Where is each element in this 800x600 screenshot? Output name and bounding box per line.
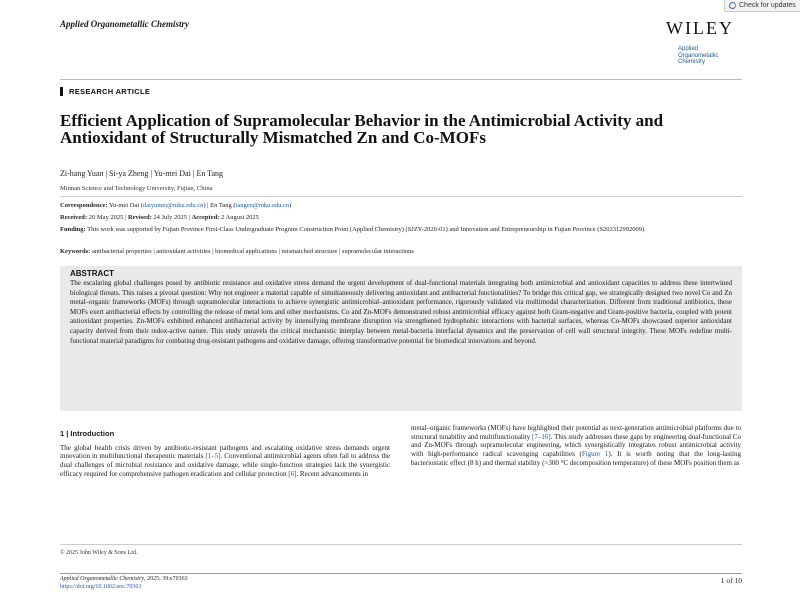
section-heading-introduction: 1 | Introduction [60, 429, 115, 438]
journal-logo-line-2: Organometallic [678, 52, 719, 59]
article-type [60, 87, 150, 96]
intro-paragraph-left: The global health crisis driven by antibiotic-resistant pathogens and escalating oxidative stress demands urgent innovation in multifunctional therapeutic materials [1–5]. Conventional antimicrobial agents often fail to address the dual challenges of microbial resistance and oxidative damage, while single-function strategies lack the synergistic efficacy required for comprehensive pathogen eradication and cellular protection [6]. Recent advancements in [60, 443, 390, 478]
check-for-updates-badge[interactable] [724, 0, 800, 12]
figure-link[interactable]: Figure 1 [581, 450, 609, 459]
citation-link[interactable]: [1–5] [205, 452, 221, 461]
keywords: Keywords: antibacterial properties | antioxidant activities | biomedical applications | mismatched structure | supramolecular interactions [60, 248, 414, 255]
email-link-tang[interactable]: tangen@mku.edu.cn [235, 202, 290, 209]
author-1: Zi-hang Yuan [60, 169, 104, 178]
article-type-marker [60, 87, 63, 96]
journal-logo-line-3: Chemistry [678, 59, 706, 65]
email-link-dai[interactable]: daiyumei@mku.edu.cn [142, 202, 204, 209]
body-column-right [411, 424, 741, 468]
citation-footer: Applied Organometallic Chemistry, 2025; 39:e70363 https://doi.org/10.1002/aoc.70363 [60, 576, 188, 590]
article-type-label: RESEARCH ARTICLE [69, 87, 151, 96]
citation-link[interactable]: [7–16] [532, 432, 551, 441]
author-list [60, 169, 223, 178]
funding: Funding: This work was supported by Fujian Province First-Class Undergraduate Program Construction Point (Applied Chemistry) (SJZY-2020-01) and Innovation and Entrepreneurship in Fujian Province (S202312992009). [60, 226, 646, 233]
footer-divider [60, 544, 742, 545]
author-3: Yu-mei Dai [153, 169, 191, 178]
meta-divider [60, 196, 742, 197]
author-2: Si-ya Zheng [109, 169, 149, 178]
running-journal-title: Applied Organometallic Chemistry [60, 19, 190, 29]
author-4: En Tang [196, 169, 224, 178]
correspondence: Correspondence: Yu-mei Dai (daiyumei@mku.edu.cn) | En Tang (tangen@mku.edu.cn) [60, 202, 292, 209]
publisher-logo: WILEY [666, 18, 734, 38]
body-column-left [60, 430, 390, 479]
author-separator: | [103, 169, 110, 178]
journal-logo [678, 46, 718, 66]
intro-paragraph-right: metal–organic frameworks (MOFs) have highlighted their potential as next-generation antimicrobial platforms due to structural tunability and multifunctionality [7–16]. This study addresses these gaps by engineering dual-functional Co and Zn-MOFs through supramolecular engineering, which synergistically integrates robust antimicrobial activity with high-performance radical scavenging capabilities (Figure 1). It is worth noting that the long-lasting bacteriostatic effect (8 h) and thermal stability (>300 °C decomposition temperature) of these MOFs position them as [411, 424, 741, 467]
article-dates: Received: 20 May 2025 | Revised: 24 July 2025 | Accepted: 2 August 2025 [60, 214, 259, 221]
citation-divider [60, 573, 742, 574]
check-for-updates-label: Check for updates [739, 2, 796, 9]
doi-link[interactable]: https://doi.org/10.1002/aoc.70363 [60, 583, 142, 590]
crossmark-icon [729, 2, 736, 9]
author-separator: | [190, 169, 197, 178]
paper-title: Efficient Application of Supramolecular Behavior in the Antimicrobial Activity and Antioxidant of Structurally Mismatched Zn and Co-MOFs [60, 111, 664, 147]
copyright: © 2025 John Wiley & Sons Ltd. [60, 550, 138, 556]
author-separator: | [148, 169, 154, 178]
affiliation: Minnan Science and Technology University, Fujian, China [60, 185, 213, 192]
page-number: 1 of 10 [720, 576, 742, 585]
abstract-text: The escalating global challenges posed by antibiotic resistance and oxidative stress demand the urgent development of dual-functional materials integrating both antimicrobial and antioxidant capacities to address these intertwined biological threats. This raises a pivotal question: Why not engineer a material capable of simultaneously delivering antioxidant and antibacterial functionalities? To bridge this critical gap, we strategically designed two novel Co and Zn metal–organic frameworks (MOFs) through supramolecular interactions to achieve synergistic antimicrobial–antioxidant performance, rigorously validated via multimodal characterization. Different from traditional antibiotics, these MOFs exert antibacterial effects by controlling the release of metal ions and other mechanisms. Co and Zn-MOFs demonstrated robust antimicrobial efficacy against both Gram-negative and Gram-positive bacteria, coupled with potent antioxidant properties. Zn-MOFs exhibited enhanced antibacterial activity by intensifying membrane disruption via strengthened hydrophobic interactions with bacterial surfaces, whereas Co-MOFs showcased superior antioxidant capacity derived from their redox-active nature. This study unravels the critical mechanistic interplay between metal-bacteria interfacial dynamics and the preservation of cell wall structural integrity. These MOFs redefine multi-functional material paradigms for combating drug-resistant pathogens and oxidative damage, offering transformative potential for biomedical innovations and beyond. [70, 279, 732, 345]
citation-link[interactable]: [6] [288, 469, 297, 478]
abstract-box [60, 266, 742, 411]
journal-logo-line-1: Applied [678, 46, 699, 52]
header-divider [60, 79, 742, 80]
abstract-heading: ABSTRACT [70, 269, 114, 278]
